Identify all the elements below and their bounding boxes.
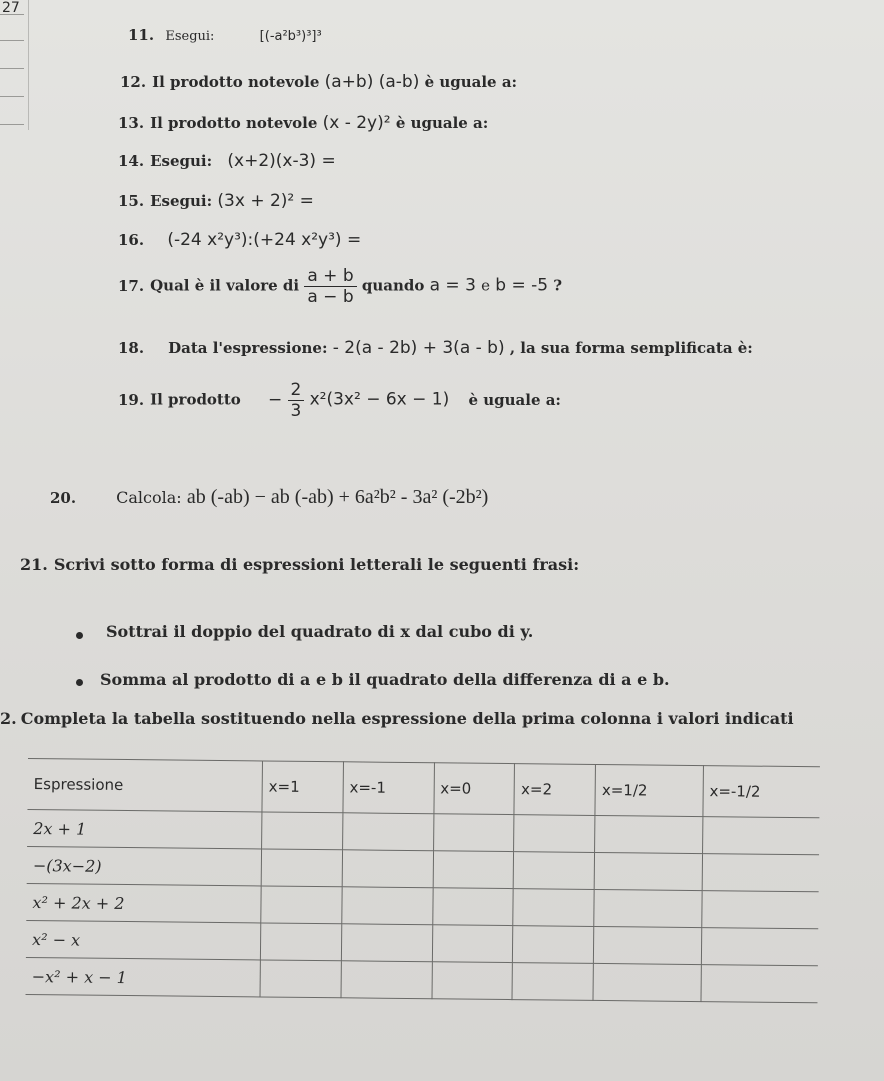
expression-cell: −(3x−2) (27, 846, 262, 885)
answer-cell[interactable] (512, 963, 593, 1001)
answer-cell[interactable] (262, 812, 343, 850)
bullet-marker (76, 679, 83, 686)
answer-cell[interactable] (433, 851, 514, 889)
torn-page-edge (0, 0, 29, 130)
expression-cell: x² + 2x + 2 (26, 883, 261, 922)
exercise-19: 19. Il prodotto − $\frac{2}{3}$ x²(3x² − 6x − 1) è uguale a: (118, 380, 561, 421)
answer-cell[interactable] (702, 854, 819, 892)
exercise-21: 21. Scrivi sotto forma di espressioni letterali le seguenti frasi: (20, 555, 580, 574)
answer-cell[interactable] (341, 924, 432, 962)
answer-cell[interactable] (341, 961, 432, 999)
answer-cell[interactable] (594, 889, 702, 927)
answer-cell[interactable] (594, 852, 702, 890)
table-header: Espressione (27, 759, 262, 812)
exercise-15: 15. Esegui: (3x + 2)² = (118, 191, 314, 211)
page-number: 27 (2, 0, 20, 16)
answer-cell[interactable] (342, 850, 433, 888)
table-header-row (27, 759, 819, 818)
exercise-12: 12. Il prodotto notevole (a+b) (a-b) è uguale a: (120, 72, 518, 92)
answer-cell[interactable] (433, 814, 514, 852)
exercise-18: 18. Data l'espressione: - 2(a - 2b) + 3(a - b) , la sua forma semplificata è: (118, 338, 753, 358)
exercise-16: 16. (-24 x²y³):(+24 x²y³) = (118, 230, 362, 250)
answer-cell[interactable] (594, 926, 702, 964)
table-header: x=1/2 (595, 764, 703, 816)
values-table (26, 758, 820, 1003)
bullet-item: Sottrai il doppio del quadrato di x dal cubo di y. (106, 622, 534, 641)
answer-cell[interactable] (432, 925, 513, 963)
answer-cell[interactable] (513, 889, 594, 927)
answer-cell[interactable] (514, 852, 595, 890)
answer-cell[interactable] (432, 962, 513, 1000)
answer-cell[interactable] (432, 888, 513, 926)
fraction: $\frac{2}{3}$ (288, 380, 305, 421)
answer-cell[interactable] (261, 886, 342, 924)
answer-cell[interactable] (702, 891, 819, 929)
answer-cell[interactable] (260, 923, 341, 961)
table-header: x=-1/2 (703, 766, 820, 818)
table-header: x=2 (514, 764, 595, 816)
exercise-20: 20. Calcola: ab (-ab) − ab (-ab) + 6a²b² - 3a² (-2b²) (50, 486, 489, 508)
answer-cell[interactable] (593, 963, 701, 1001)
exercise-14: 14. Esegui: (x+2)(x-3) = (118, 151, 336, 171)
answer-cell[interactable] (701, 928, 818, 966)
expression-cell: 2x + 1 (27, 809, 262, 848)
table-header: x=-1 (343, 762, 434, 814)
table-header: x=1 (262, 761, 343, 813)
answer-cell[interactable] (514, 815, 595, 853)
exercise-13: 13. Il prodotto notevole (x - 2y)² è uguale a: (118, 113, 489, 133)
answer-cell[interactable] (342, 887, 433, 925)
fraction: $\frac{a + b}{a - b}$ (304, 266, 356, 307)
answer-cell[interactable] (513, 926, 594, 964)
expression-cell: x² − x (26, 920, 261, 959)
answer-cell[interactable] (261, 849, 342, 887)
answer-cell[interactable] (702, 817, 819, 855)
answer-cell[interactable] (260, 960, 341, 998)
answer-cell[interactable] (342, 813, 433, 851)
answer-cell[interactable] (701, 965, 818, 1003)
answer-cell[interactable] (595, 815, 703, 853)
bullet-marker (76, 632, 83, 639)
expression-cell: −x² + x − 1 (26, 957, 261, 996)
exercise-17: 17. Qual è il valore di $\frac{a + b}{a - b}$ quando a = 3 e b = -5 ? (118, 266, 563, 307)
bullet-item: Somma al prodotto di a e b il quadrato della differenza di a e b. (100, 670, 670, 689)
exercise-22: 2. Completa la tabella sostituendo nella espressione della prima colonna i valori indicati (0, 709, 794, 728)
table-row (26, 957, 818, 1002)
exercise-11: 11. Esegui: [(-a²b³)³]³ (128, 26, 322, 44)
table-header: x=0 (434, 763, 515, 815)
